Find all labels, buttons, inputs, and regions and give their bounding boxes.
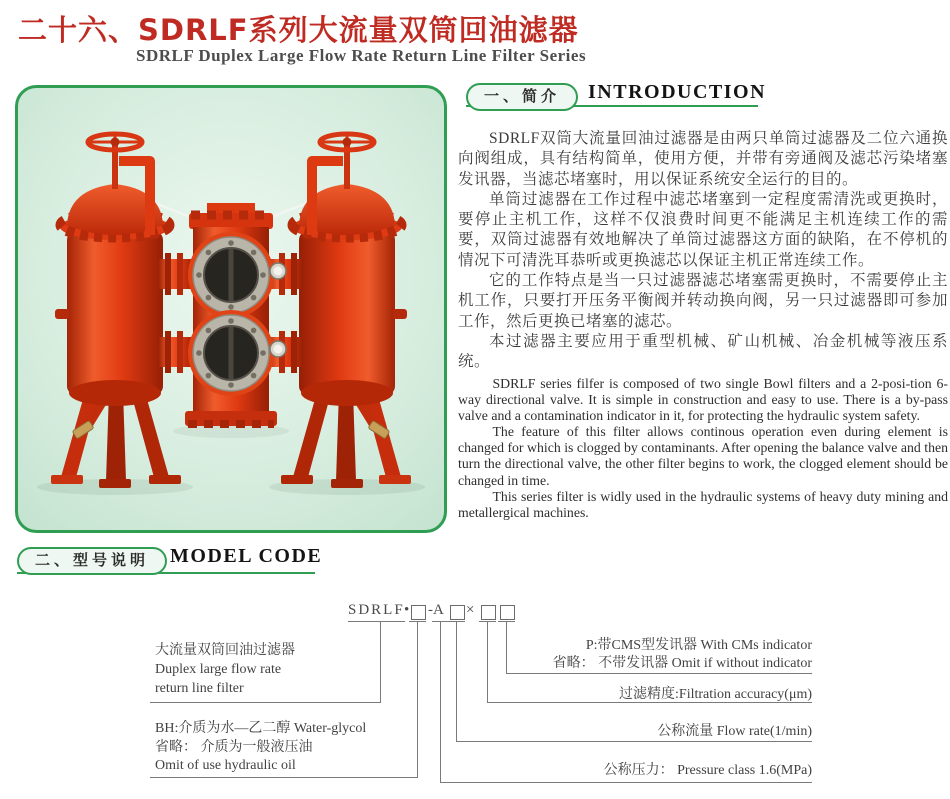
page-title: 二十六、SDRLF系列大流量双筒回油滤器 [18,13,579,47]
product-photo-panel [15,85,447,533]
valve-window-top [188,232,274,318]
label-indicator [500,637,812,672]
label-flow-rate: 公称流量 Flow rate(1/min) [657,724,812,739]
intro-en-paragraph: This series filter is widly used in the hydraulic systems of heavy duty mining and metallergical machines. [458,488,948,520]
connector-line [456,622,457,741]
connector-line [150,777,418,778]
model-code-multiply: × [466,602,475,618]
label-pressure-class: 公称压力： Pressure class 1.6(MPa) [603,763,812,778]
section-heading-model-code: MODEL CODE [170,545,323,567]
label-product-name [155,641,295,698]
intro-zh-paragraph: SDRLF双筒大流量回油过滤器是由两只单筒过滤器及二位六通换向阀组成，具有结构简单，使用方便，并带有旁通阀及滤芯污染堵塞发讯器，当滤芯堵塞时，用以保证系统安全运行的目的。 [458,130,948,188]
intro-zh-paragraph: 单筒过滤器在工作过程中滤芯堵塞到一定程度需清洗或更换时，要停止主机工作，这样不仅浪费时间更不能满足主机连续工作的需要，双筒过滤器有效地解决了单筒过滤器这方面的缺陷，在不停机的情况下可清洗耳恭听或更换滤芯以保证主机正常连续工作。 [458,190,948,269]
label-line: 省略： 不带发讯器 Omit if without indicator [552,655,812,671]
connector-line [150,702,381,703]
model-code-box [450,605,465,620]
model-code-bullet: • [404,602,410,618]
label-filtration-accuracy: 过滤精度:Filtration accuracy(μm) [619,687,812,702]
label-line: Omit of use hydraulic oil [155,758,296,773]
connector-line [506,673,812,674]
duplex-filter-photo [15,85,447,533]
page-subtitle: SDRLF Duplex Large Flow Rate Return Line Filter Series [136,46,587,65]
connector-line [440,622,441,782]
label-line: 省略： 介质为一般液压油 [155,739,313,755]
section-pill-intro: 一、简介 [466,83,578,111]
connector-line [440,782,812,783]
model-code-prefix: SDRLF [348,602,405,622]
intro-en-paragraph: The feature of this filter allows continous operation even during element is changed for which is clogged by contaminants. After opening the balance valve and then turn the directional valve, the other filter begins to work, the clogged element should be changed in time. [458,424,948,488]
intro-zh-paragraph: 本过滤器主要应用于重型机械、矿山机械、冶金机械等液压系统。 [458,332,948,371]
intro-chinese-text [458,129,948,373]
section-pill-model-code: 二、型号说明 [17,547,167,575]
label-medium [155,720,366,776]
connector-line [487,622,488,702]
connector-line [456,741,812,742]
connector-line [380,622,381,702]
connector-line [417,622,418,777]
label-line: return line filter [155,681,244,696]
model-code-suffix-a: -A [428,602,444,618]
label-line: 大流量双筒回油过滤器 [155,643,295,658]
intro-en-paragraph: SDRLF series filfer is composed of two single Bowl filters and a 2-posi-tion 6-way directional valve. It is simple in construction and easy to use. There is a by-pass valve and a contamination indicator in it, for protecting the hydraulic system safety. [458,376,948,424]
intro-english-text [458,376,948,521]
model-code-box [500,605,515,620]
model-code-box [481,605,496,620]
label-line: Duplex large flow rate [155,662,282,677]
section-heading-introduction: INTRODUCTION [588,81,767,103]
intro-zh-paragraph: 它的工作特点是当一只过滤器滤芯堵塞需更换时，不需要停止主机工作，只要打开压务平衡阀并转动换向阀，另一只过滤器即可参加工作，然后更换已堵塞的滤芯。 [458,272,948,330]
label-line: P:带CMS型发讯器 With CMs indicator [585,638,812,653]
model-code-box [411,605,426,620]
label-line: BH:介质为水—乙二醇 Water-glycol [155,721,367,736]
valve-window-bottom [188,310,274,396]
